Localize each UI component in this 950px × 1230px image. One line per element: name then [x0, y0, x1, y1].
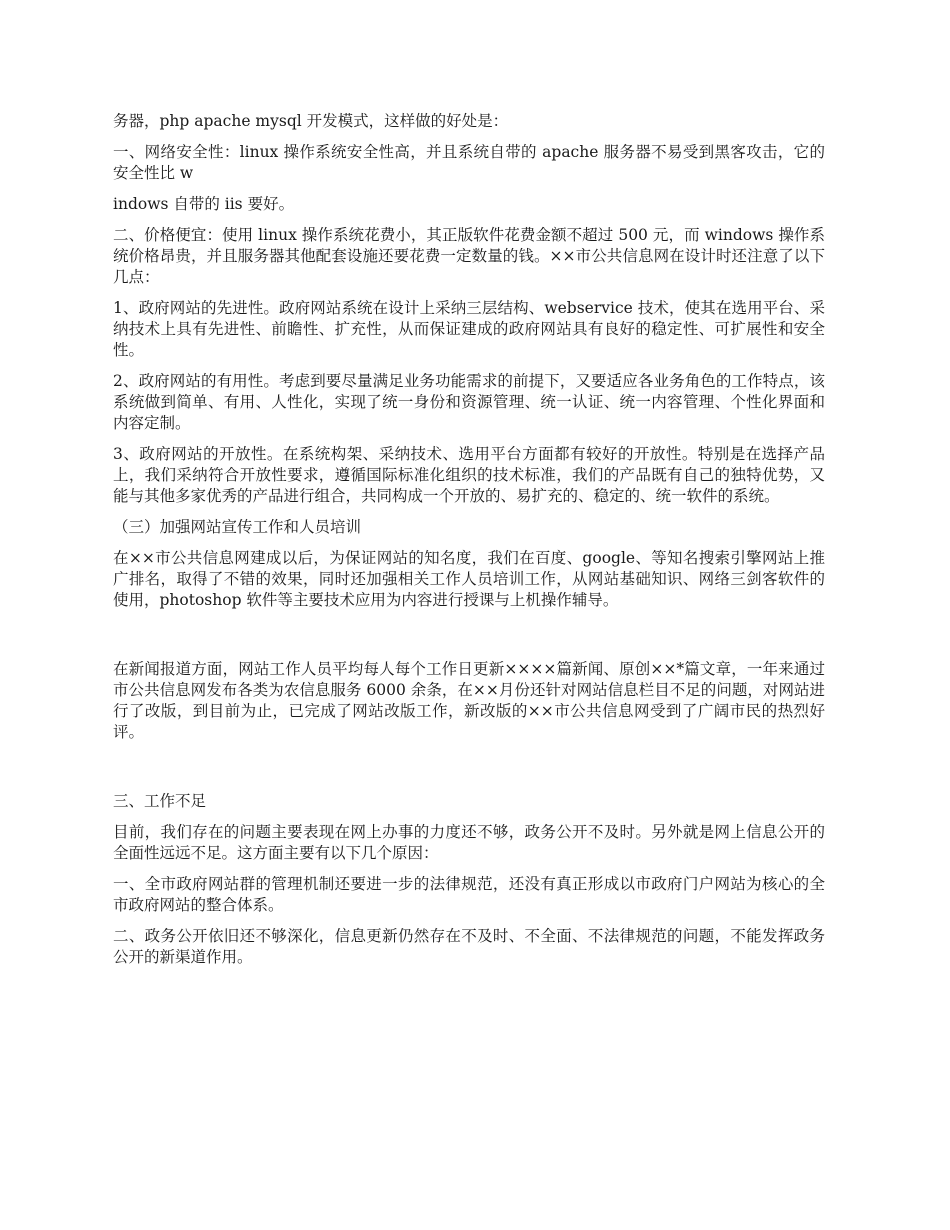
section-heading-shortcomings: 三、工作不足 [113, 792, 207, 810]
paragraph-reason-1: 一、全市政府网站群的管理机制还要进一步的法律规范，还没有真正形成以市政府门户网站为核心的全市政府网站的整合体系。 [113, 875, 825, 914]
paragraph-problems: 目前，我们存在的问题主要表现在网上办事的力度还不够，政务公开不及时。另外就是网上信息公开的全面性远远不足。这方面主要有以下几个原因： [113, 823, 825, 862]
spacer [113, 753, 825, 791]
document-body [113, 111, 825, 978]
paragraph-news: 在新闻报道方面，网站工作人员平均每人每个工作日更新××××篇新闻、原创××*篇文章，一年来通过市公共信息网发布各类为农信息服务 6000 余条，在××月份还针对网站信息栏目不足的问题，对网站进行了改版，到目前为止，已完成了网站改版工作，新改版的××市公共信息网受到了广阔市民的热烈好评。 [113, 660, 825, 741]
paragraph-advanced: 1、政府网站的先进性。政府网站系统在设计上采纳三层结构、webservice 技术，使其在选用平台、采纳技术上具有先进性、前瞻性、扩充性，从而保证建成的政府网站具有良好的稳定性、可扩展性和安全性。 [113, 299, 825, 359]
paragraph-network-security-cont: indows 自带的 iis 要好。 [113, 195, 295, 213]
spacer [113, 621, 825, 659]
paragraph-intro: 务器，php apache mysql 开发模式，这样做的好处是： [113, 112, 509, 130]
paragraph-network-security: 一、网络安全性：linux 操作系统安全性高，并且系统自带的 apache 服务器不易受到黑客攻击，它的安全性比 w [113, 143, 825, 182]
paragraph-reason-2: 二、政务公开依旧还不够深化，信息更新仍然存在不及时、不全面、不法律规范的问题，不能发挥政务公开的新渠道作用。 [113, 927, 825, 966]
paragraph-promotion: 在××市公共信息网建成以后，为保证网站的知名度，我们在百度、google、等知名搜索引擎网站上推广排名，取得了不错的效果，同时还加强相关工作人员培训工作，从网站基础知识、网络三剑客软件的使用，photoshop 软件等主要技术应用为内容进行授课与上机操作辅导。 [113, 549, 825, 609]
section-heading-promotion: （三）加强网站宣传工作和人员培训 [113, 518, 362, 536]
paragraph-openness: 3、政府网站的开放性。在系统构架、采纳技术、选用平台方面都有较好的开放性。特别是在选择产品上，我们采纳符合开放性要求，遵循国际标准化组织的技术标准，我们的产品既有自己的独特优势，又能与其他多家优秀的产品进行组合，共同构成一个开放的、易扩充的、稳定的、统一软件的系统。 [113, 445, 825, 505]
paragraph-usefulness: 2、政府网站的有用性。考虑到要尽量满足业务功能需求的前提下，又要适应各业务角色的工作特点，该系统做到简单、有用、人性化，实现了统一身份和资源管理、统一认证、统一内容管理、个性化界面和内容定制。 [113, 372, 825, 432]
paragraph-price: 二、价格便宜：使用 linux 操作系统花费小，其正版软件花费金额不超过 500 元，而 windows 操作系统价格昂贵，并且服务器其他配套设施还要花费一定数量的钱。××市公共信息网在设计时还注意了以下几点： [113, 226, 825, 286]
